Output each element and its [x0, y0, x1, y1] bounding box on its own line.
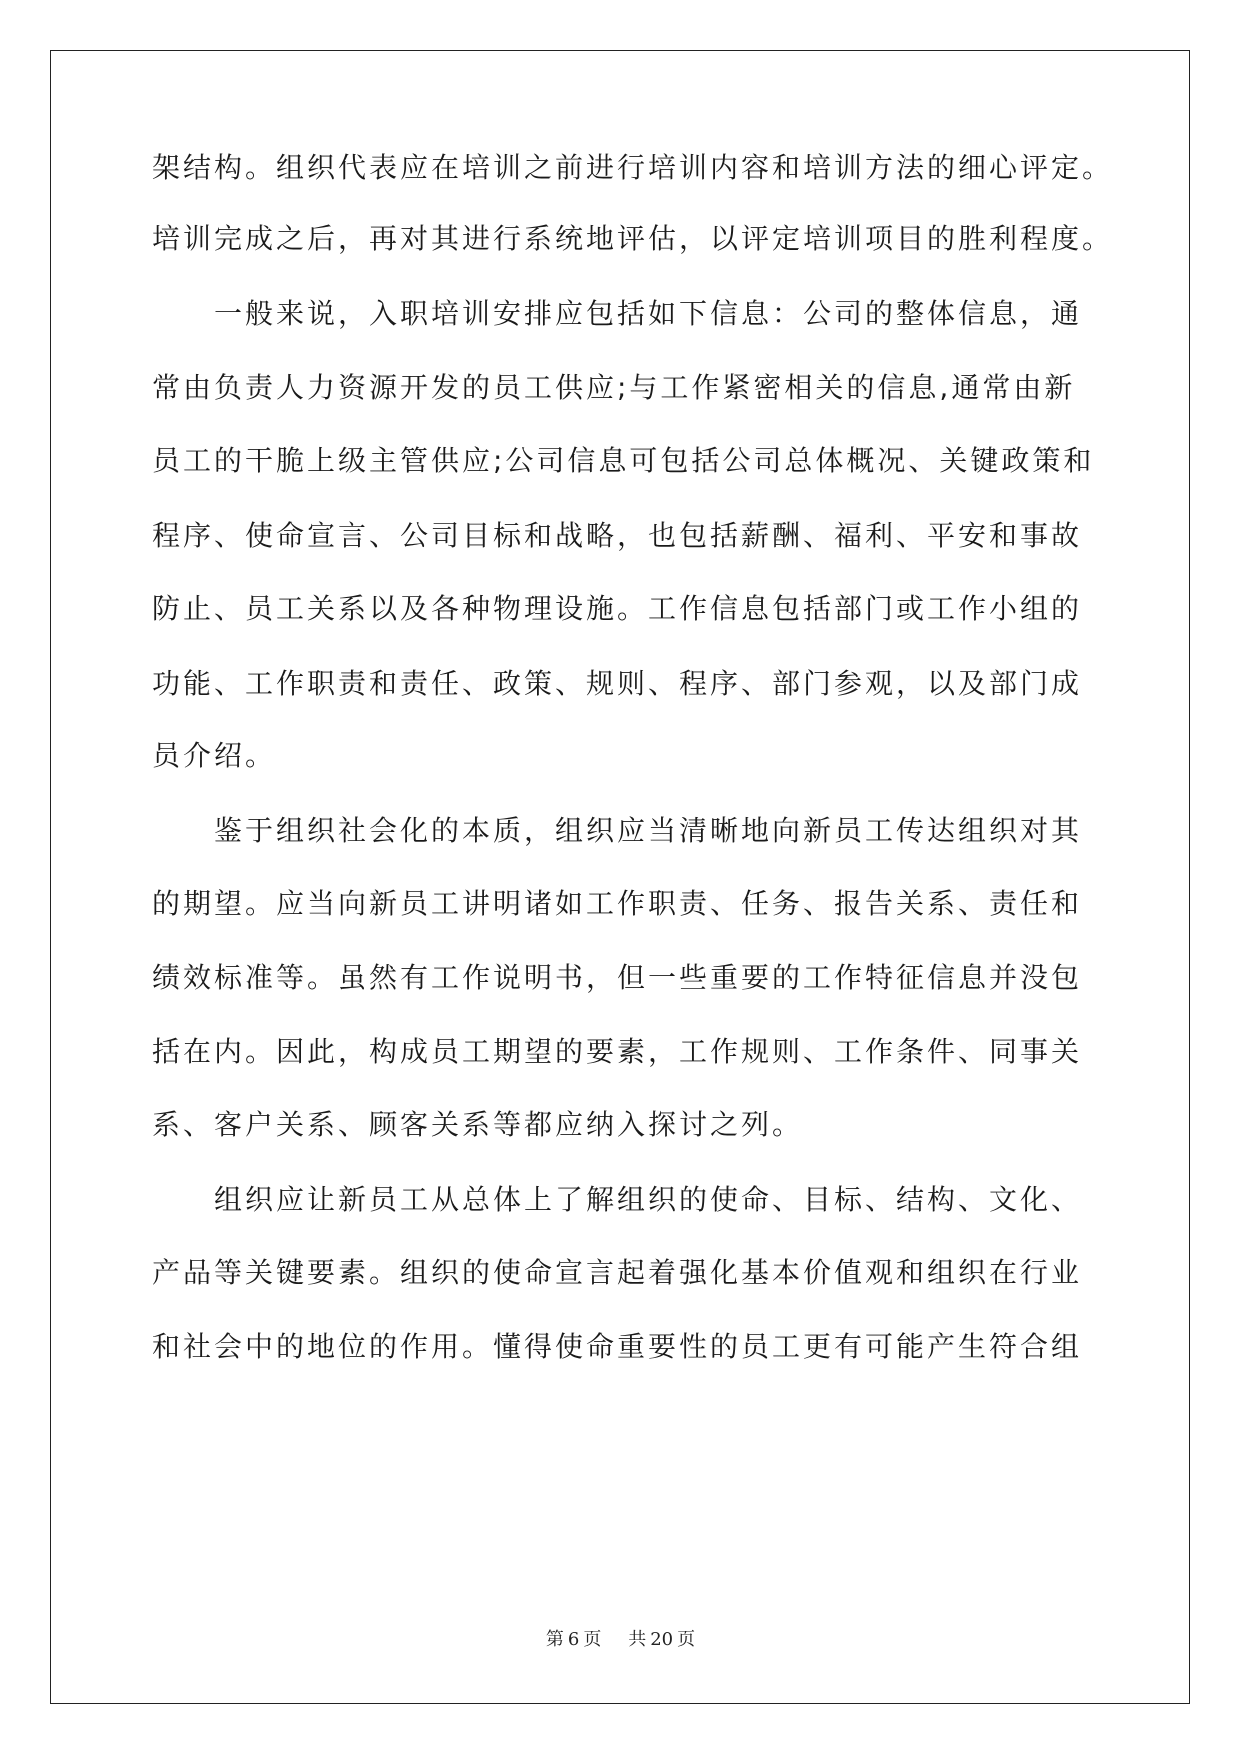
total-prefix: 共 — [628, 1629, 647, 1650]
text-line: 常由负责人力资源开发的员工供应;与工作紧密相关的信息,通常由新 — [152, 371, 1076, 404]
text-line: 培训完成之后，再对其进行系统地评估，以评定培训项目的胜利程度。 — [152, 222, 1114, 255]
page-number: 6 — [567, 1629, 580, 1650]
text-line: 员工的干脆上级主管供应;公司信息可包括公司总体概况、关键政策和 — [152, 444, 1095, 477]
text-line: 员介绍。 — [152, 739, 277, 772]
text-line: 组织应让新员工从总体上了解组织的使命、目标、结构、文化、 — [152, 1183, 1083, 1216]
text-line: 架结构。组织代表应在培训之前进行培训内容和培训方法的细心评定。 — [152, 151, 1114, 184]
text-line: 一般来说，入职培训安排应包括如下信息：公司的整体信息，通 — [152, 297, 1083, 330]
text-line: 系、客户关系、顾客关系等都应纳入探讨之列。 — [152, 1108, 804, 1141]
text-line: 产品等关键要素。组织的使命宣言起着强化基本价值观和组织在行业 — [152, 1256, 1083, 1289]
page-label-suffix: 页 — [583, 1629, 602, 1650]
total-pages: 20 — [650, 1629, 674, 1650]
text-line: 防止、员工关系以及各种物理设施。工作信息包括部门或工作小组的 — [152, 592, 1083, 625]
text-line: 和社会中的地位的作用。懂得使命重要性的员工更有可能产生符合组 — [152, 1330, 1083, 1363]
text-line: 鉴于组织社会化的本质，组织应当清晰地向新员工传达组织对其 — [152, 814, 1083, 847]
text-line: 的期望。应当向新员工讲明诸如工作职责、任务、报告关系、责任和 — [152, 887, 1083, 920]
text-line: 绩效标准等。虽然有工作说明书，但一些重要的工作特征信息并没包 — [152, 961, 1083, 994]
text-line: 程序、使命宣言、公司目标和战略，也包括薪酬、福利、平安和事故 — [152, 519, 1083, 552]
total-suffix: 页 — [677, 1629, 696, 1650]
text-line: 功能、工作职责和责任、政策、规则、程序、部门参观，以及部门成 — [152, 667, 1083, 700]
page-footer — [0, 1628, 1241, 1652]
page-label-prefix: 第 — [545, 1629, 564, 1650]
text-line: 括在内。因此，构成员工期望的要素，工作规则、工作条件、同事关 — [152, 1035, 1083, 1068]
